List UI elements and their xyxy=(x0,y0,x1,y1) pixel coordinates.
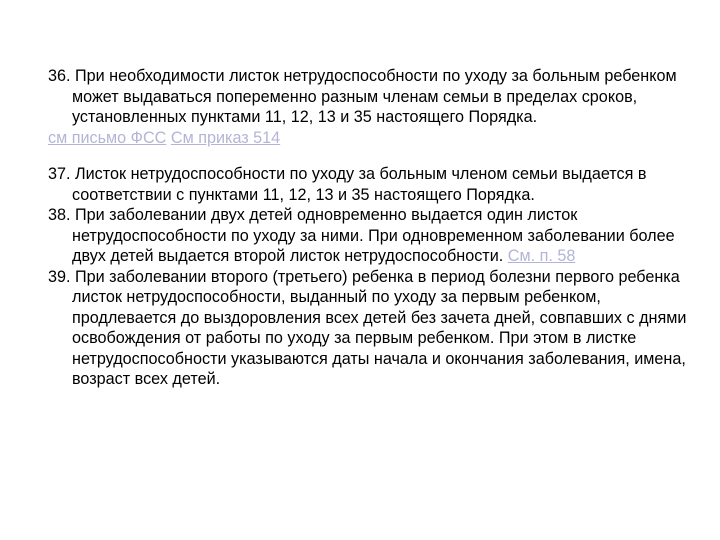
paragraph-38 xyxy=(48,205,688,267)
paragraph-spacer xyxy=(48,148,688,164)
order-514-link[interactable]: См приказ 514 xyxy=(170,128,281,147)
document-body xyxy=(48,66,688,390)
paragraph-37: 37. Листок нетрудоспособности по уходу за больным членом семьи выдается в соответствии с пунктами 11, 12, 13 и 35 настоящего Порядка. xyxy=(48,165,647,204)
paragraph-38-text: 38. При заболевании двух детей одновременно выдается один листок нетрудоспособности по уходу за ними. При одновременном заболевании более двух детей выдается второй листок нетрудоспособности. xyxy=(48,206,675,265)
fss-letter-link[interactable]: см письмо ФСС xyxy=(48,128,167,147)
paragraph-36: 36. При необходимости листок нетрудоспособности по уходу за больным ребенком может выдаваться попеременно разным членам семьи в пределах сроков, установленных пунктами 11, 12, 13 и 35 настоящего Порядка. xyxy=(48,67,677,126)
reference-links-36 xyxy=(48,128,688,149)
paragraph-39: 39. При заболевании второго (третьего) ребенка в период болезни первого ребенка листок нетрудоспособности, выданный по уходу за первым ребенком, продлевается до выздоровления всех детей без зачета дней, совпавших с днями освобождения от работы по уходу за первым ребенком. При этом в листке нетрудоспособности указываются даты начала и окончания заболевания, имена, возраст всех детей. xyxy=(48,267,687,388)
see-p58-link[interactable]: См. п. 58 xyxy=(507,247,576,265)
